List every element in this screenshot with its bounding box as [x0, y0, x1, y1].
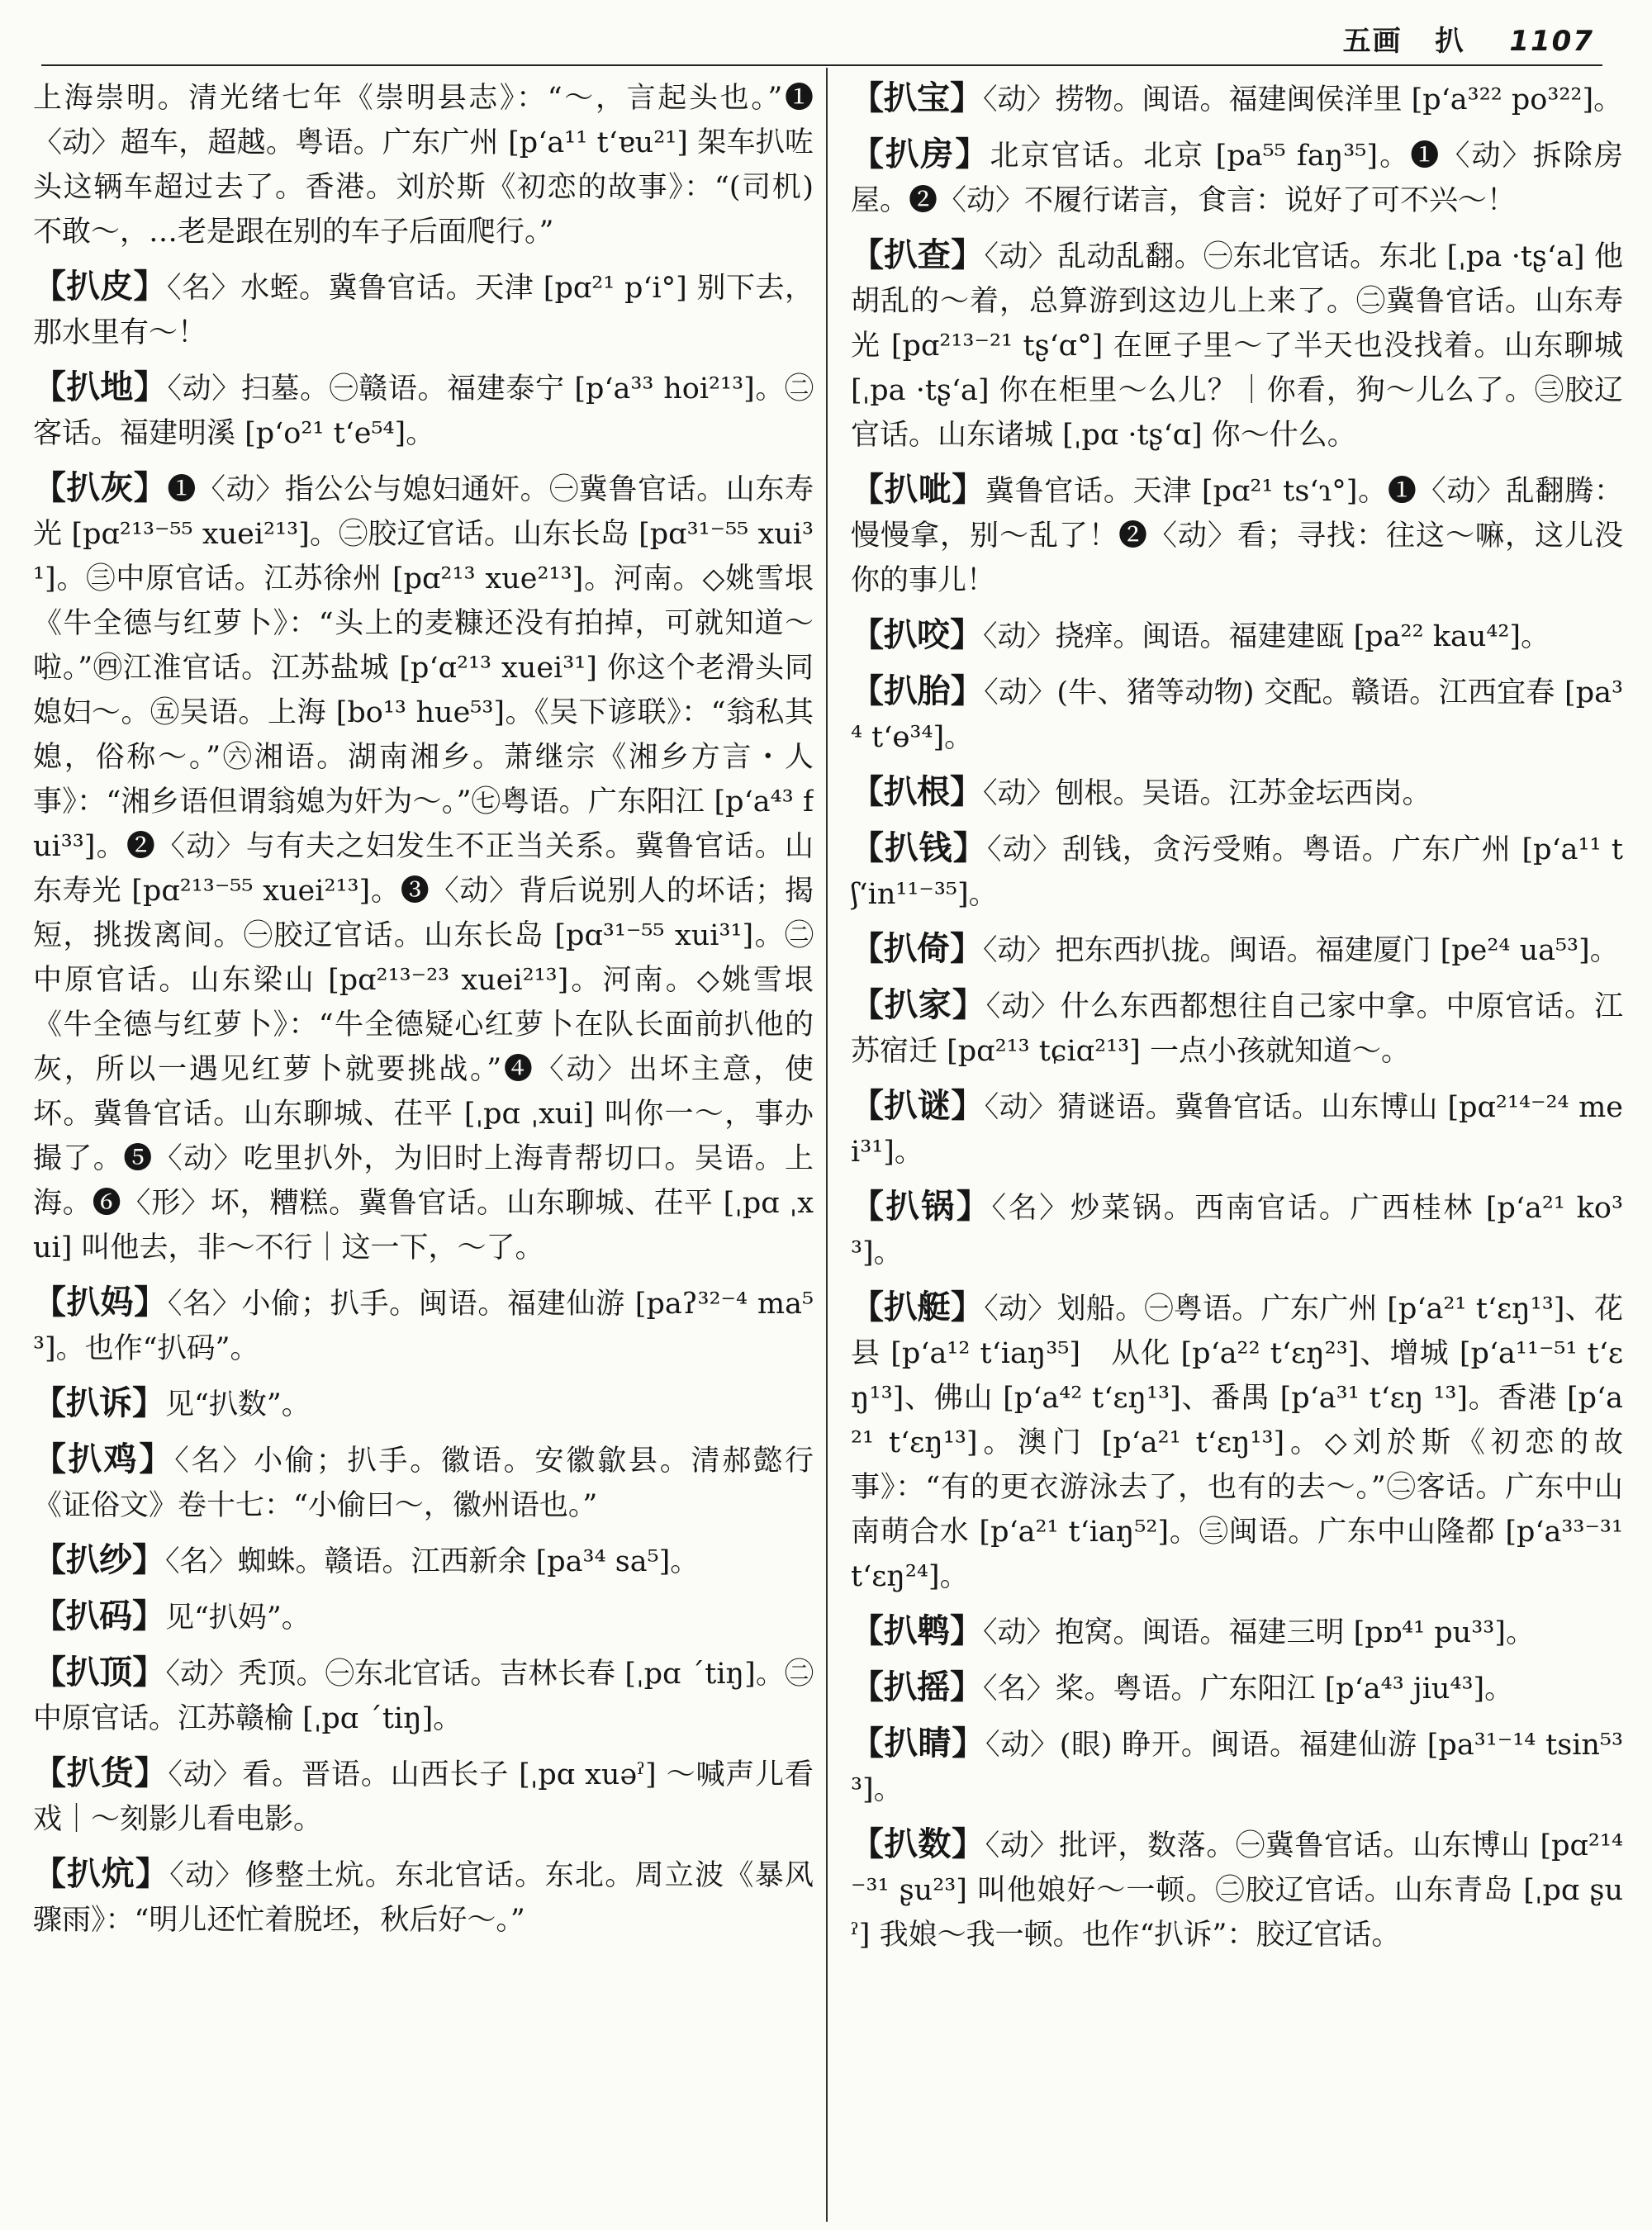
dictionary-entry — [33, 365, 814, 456]
dictionary-entry — [33, 1538, 814, 1584]
entry-definition: 〈动〉刨根。吴语。江苏金坛西岗。 — [983, 777, 1431, 810]
dictionary-entry — [33, 1852, 814, 1943]
entry-definition: 〈动〉(牛、猪等动物) 交配。赣语。江西宜春 [pa³⁴ t‘ɵ³⁴]。 — [851, 676, 1623, 754]
entry-headword: 【扒呲】 — [851, 470, 985, 509]
dictionary-entry — [33, 1280, 814, 1371]
entry-headword: 【扒灰】 — [33, 468, 168, 507]
entry-definition: 〈动〉什么东西都想往自己家中拿。中原官话。江苏宿迁 [pɑ²¹³ tɕiɑ²¹³] 一点小孩就知道～。 — [851, 990, 1623, 1068]
dictionary-entry — [851, 770, 1623, 816]
dictionary-entry — [851, 1285, 1623, 1599]
column-divider — [826, 68, 828, 2222]
entry-headword: 【扒钱】 — [851, 828, 988, 867]
dictionary-entry — [851, 1665, 1623, 1711]
dictionary-entry — [851, 826, 1623, 917]
entry-headword: 【扒皮】 — [33, 267, 168, 306]
entry-headword: 【扒睛】 — [851, 1724, 985, 1763]
entry-definition: 〈动〉划船。㊀粤语。广东广州 [p‘a²¹ t‘ɛŋ¹³]、花县 [p‘a¹² t‘iaŋ³⁵] 从化 [p‘a²² t‘ɛŋ²³]、增城 [p‘a¹¹⁻⁵¹ t‘ɛŋ¹³]、佛山 [p‘a⁴² t‘ɛŋ¹³]、番禺 [p‘a³¹ t‘ɛŋ ¹³]。香港 [p‘a²¹ t‘ɛŋ¹³]。澳门 [p‘a²¹ t‘ɛŋ¹³]。◇刘於斯《初恋的故事》：“有的更衣游泳去了，也有的去～。”㊁客话。广东中山南萌合水 [p‘a²¹ t‘iaŋ⁵²]。㊂闽语。广东中山隆都 [p‘a³³⁻³¹ t‘ɛŋ²⁴]。 — [851, 1293, 1623, 1593]
entry-headword: 【扒货】 — [33, 1753, 169, 1792]
right-column — [851, 76, 1623, 2222]
section-label: 五画 — [1342, 25, 1403, 58]
entry-definition: 〈动〉抱窝。闽语。福建三明 [pɒ⁴¹ pu³³]。 — [983, 1616, 1535, 1649]
dictionary-entry — [33, 1650, 814, 1741]
entry-definition: 〈动〉捞物。闽语。福建闽侯洋里 [p‘a³²² po³²²]。 — [983, 83, 1623, 116]
dictionary-entry — [33, 1594, 814, 1640]
entry-headword: 【扒妈】 — [33, 1283, 168, 1321]
entry-definition: 〈名〉小偷；扒手。闽语。福建仙游 [paʔ³²⁻⁴ ma⁵³]。也作“扒码”。 — [33, 1288, 814, 1365]
dictionary-entry — [851, 669, 1623, 760]
entry-definition: 〈名〉水蛭。冀鲁官话。天津 [pɑ²¹ p‘i°] 别下去，那水里有～！ — [33, 272, 814, 349]
radical-label: 扒 — [1435, 25, 1465, 58]
running-head — [1322, 18, 1594, 59]
entry-headword: 【扒鸡】 — [33, 1440, 175, 1478]
dictionary-entry — [33, 264, 814, 355]
entry-definition: 〈动〉看。晋语。山西长子 [ˌpɑ xuəˀ] ～喊声儿看戏｜～刻影儿看电影。 — [33, 1758, 814, 1836]
entry-headword: 【扒房】 — [851, 135, 990, 173]
entry-headword: 【扒根】 — [851, 772, 983, 811]
dictionary-entry — [851, 1822, 1623, 1957]
entry-definition: ❶〈动〉指公公与媳妇通奸。㊀冀鲁官话。山东寿光 [pɑ²¹³⁻⁵⁵ xuei²¹³]。㊁胶辽官话。山东长岛 [pɑ³¹⁻⁵⁵ xui³¹]。㊂中原官话。江苏徐州 [pɑ²¹³ xue²¹³]。河南。◇姚雪垠《牛全德与红萝卜》：“头上的麦糠还没有拍掉，可就知道～啦。”㊃江淮官话。江苏盐城 [p‘ɑ²¹³ xuei³¹] 你这个老滑头同媳妇～。㊄吴语。上海 [bo¹³ hue⁵³]。《吴下谚联》：“翁私其媳，俗称～。”㊅湘语。湖南湘乡。萧继宗《湘乡方言・人事》：“湘乡语但谓翁媳为奸为～。”㊆粤语。广东阳江 [p‘a⁴³ fui³³]。❷〈动〉与有夫之妇发生不正当关系。冀鲁官话。山东寿光 [pɑ²¹³⁻⁵⁵ xuei²¹³]。❸〈动〉背后说别人的坏话；揭短，挑拨离间。㊀胶辽官话。山东长岛 [pɑ³¹⁻⁵⁵ xui³¹]。㊁中原官话。山东梁山 [pɑ²¹³⁻²³ xuei²¹³]。河南。◇姚雪垠《牛全德与红萝卜》：“牛全德疑心红萝卜在队长面前扒他的灰，所以一遇见红萝卜就要挑战。”❹〈动〉出坏主意，使坏。冀鲁官话。山东聊城、茌平 [ˌpɑ ˌxui] 叫你一～，事办撮了。❺〈动〉吃里扒外，为旧时上海青帮切口。吴语。上海。❻〈形〉坏，糟糕。冀鲁官话。山东聊城、茌平 [ˌpɑ ˌxui] 叫他去，非～不行｜这一下，～了。 — [33, 473, 814, 1264]
header-rule — [41, 64, 1602, 66]
entry-definition: 〈动〉批评，数落。㊀冀鲁官话。山东博山 [pɑ²¹⁴⁻³¹ ʂu²³] 叫他娘好～一顿。㊁胶辽官话。山东青岛 [ˌpɑ ʂuˀ] 我娘～我一顿。也作“扒诉”：胶辽官话。 — [851, 1829, 1623, 1952]
entry-headword: 【扒鹎】 — [851, 1611, 983, 1650]
dictionary-entry — [851, 467, 1623, 603]
entry-headword: 【扒顶】 — [33, 1653, 166, 1691]
entry-definition: 上海崇明。清光绪七年《崇明县志》：“～，言起头也。”❶〈动〉超车，超越。粤语。广东广州 [p‘a¹¹ t‘ɐu²¹] 架车扒咗头这辆车超过去了。香港。刘於斯《初恋的故事》：“(司机) 不敢～，…老是跟在别的车子后面爬行。” — [33, 82, 814, 249]
entry-definition: 〈动〉刮钱，贪污受贿。粤语。广东广州 [p‘a¹¹ tʃ‘in¹¹⁻³⁵]。 — [851, 833, 1623, 911]
dictionary-entry — [851, 132, 1623, 223]
entry-headword: 【扒艇】 — [851, 1288, 985, 1326]
entry-headword: 【扒纱】 — [33, 1540, 165, 1579]
entry-headword: 【扒查】 — [851, 235, 985, 274]
entry-continuation — [33, 76, 814, 254]
entry-headword: 【扒数】 — [851, 1824, 985, 1863]
entry-headword: 【扒码】 — [33, 1597, 165, 1635]
dictionary-entry — [33, 1381, 814, 1427]
page-number: 1107 — [1509, 25, 1594, 58]
dictionary-entry — [33, 1437, 814, 1528]
entry-headword: 【扒宝】 — [851, 78, 983, 117]
entry-headword: 【扒诉】 — [33, 1383, 165, 1422]
entry-definition: 见“扒数”。 — [165, 1388, 311, 1421]
entry-definition: 〈动〉(眼) 睁开。闽语。福建仙游 [pa³¹⁻¹⁴ tsin⁵³³]。 — [851, 1729, 1623, 1806]
entry-headword: 【扒谜】 — [851, 1086, 985, 1125]
entry-headword: 【扒倚】 — [851, 929, 983, 968]
entry-headword: 【扒家】 — [851, 985, 986, 1024]
entry-definition: 〈动〉扫墓。㊀赣语。福建泰宁 [p‘a³³ hoi²¹³]。㊁客话。福建明溪 [p‘o²¹ t‘e⁵⁴]。 — [33, 372, 814, 450]
entry-headword: 【扒胎】 — [851, 671, 985, 710]
dictionary-entry — [851, 983, 1623, 1074]
entry-definition: 〈动〉猜谜语。冀鲁官话。山东博山 [pɑ²¹⁴⁻²⁴ mei³¹]。 — [851, 1091, 1623, 1169]
entry-headword: 【扒炕】 — [33, 1854, 170, 1893]
entry-definition: 〈名〉蜘蛛。赣语。江西新余 [pa³⁴ sa⁵]。 — [165, 1545, 700, 1578]
entry-definition: 〈名〉炒菜锅。西南官话。广西桂林 [p‘a²¹ ko³³]。 — [851, 1192, 1623, 1269]
entry-definition: 〈动〉秃顶。㊀东北官话。吉林长春 [ˌpɑ ˊtiŋ]。㊁中原官话。江苏赣榆 [ˌpɑ ˊtiŋ]。 — [33, 1658, 814, 1735]
entry-definition: 〈动〉把东西扒拢。闽语。福建厦门 [pe²⁴ ua⁵³]。 — [983, 934, 1619, 967]
dictionary-entry — [851, 613, 1623, 659]
dictionary-entry — [33, 466, 814, 1270]
dictionary-entry — [851, 1084, 1623, 1174]
left-column — [33, 76, 814, 2222]
dictionary-entry — [851, 927, 1623, 973]
entry-headword: 【扒咬】 — [851, 615, 983, 654]
entry-headword: 【扒锅】 — [851, 1187, 992, 1226]
entry-definition: 〈动〉修整土炕。东北官话。东北。周立波《暴风骤雨》：“明儿还忙着脱坯，秋后好～。” — [33, 1859, 814, 1937]
entry-headword: 【扒地】 — [33, 368, 168, 406]
entry-definition: 〈名〉小偷；扒手。徽语。安徽歙县。清郝懿行《证俗文》卷十七：“小偷曰～，徽州语也。” — [33, 1445, 814, 1522]
entry-definition: 〈名〉桨。粤语。广东阳江 [p‘a⁴³ jiu⁴³]。 — [983, 1672, 1514, 1706]
dictionary-entry — [33, 1751, 814, 1842]
entry-definition: 冀鲁官话。天津 [pɑ²¹ ts‘ɿ°]。❶〈动〉乱翻腾：慢慢拿，别～乱了！❷〈动〉看；寻找：往这～嘛，这儿没你的事儿！ — [851, 475, 1623, 597]
dictionary-entry — [851, 1609, 1623, 1655]
entry-definition: 北京官话。北京 [pa⁵⁵ faŋ³⁵]。❶〈动〉拆除房屋。❷〈动〉不履行诺言，食言：说好了可不兴～！ — [851, 140, 1623, 217]
entry-headword: 【扒摇】 — [851, 1668, 983, 1706]
dictionary-entry — [851, 76, 1623, 122]
entry-definition: 见“扒妈”。 — [165, 1601, 311, 1635]
dictionary-entry — [851, 1184, 1623, 1275]
entry-definition: 〈动〉挠痒。闽语。福建建瓯 [pa²² kau⁴²]。 — [983, 620, 1550, 653]
entry-definition: 〈动〉乱动乱翻。㊀东北官话。东北 [ˌpa ·tʂ‘a] 他胡乱的～着，总算游到这边儿上来了。㊁冀鲁官话。山东寿光 [pɑ²¹³⁻²¹ tʂ‘ɑ°] 在匣子里～了半天也没找着。山东聊城 [ˌpa ·tʂ‘a] 你在柜里～么儿？｜你看，狗～儿么了。㊂胶辽官话。山东诸城 [ˌpɑ ·tʂ‘ɑ] 你～什么。 — [851, 240, 1623, 452]
dictionary-entry — [851, 233, 1623, 458]
dictionary-entry — [851, 1721, 1623, 1812]
